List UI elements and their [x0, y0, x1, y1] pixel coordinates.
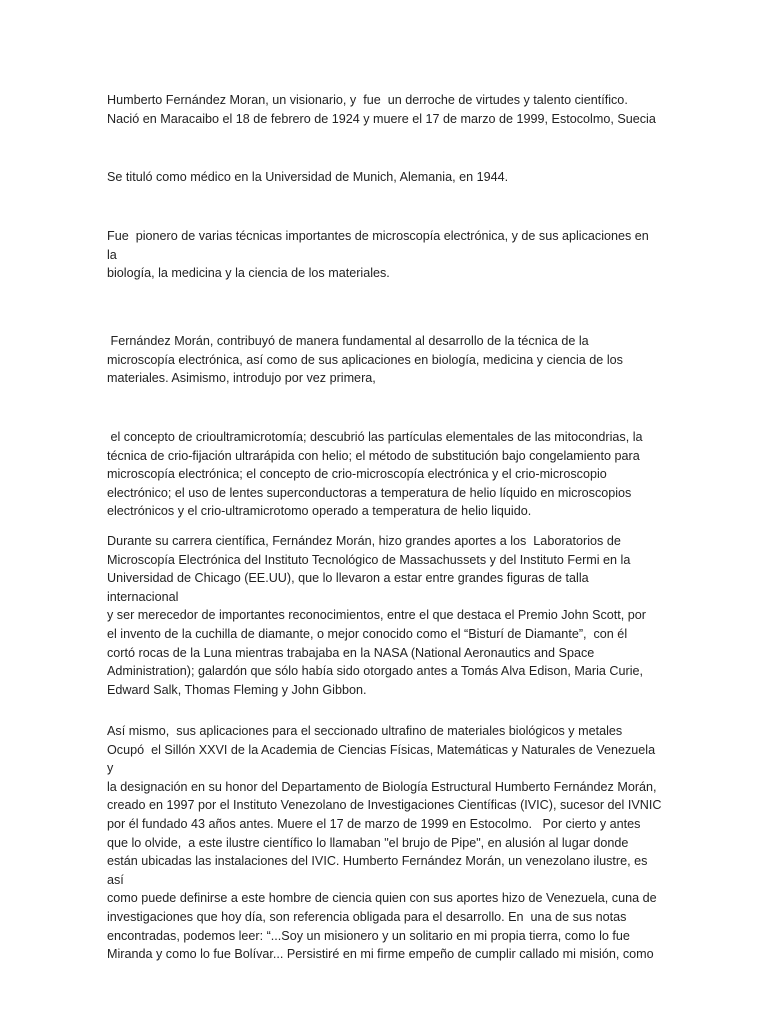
paragraph-career: Durante su carrera científica, Fernández Morán, hizo grandes aportes a los Laboratorios de Microscopía Electrónica del Instituto Tecnológico de Massachussets y del Instituto Fermi en la Universidad de Chicago (EE.UU), que lo llevaron a estar entre grandes figuras de talla internacional y ser merecedor de importantes reconocimientos, entre el que destaca el Premio John Scott, por el invento de la cuchilla de diamante, o mejor conocido como el “Bisturí de Diamante”, con él cortó rocas de la Luna mientras trabajaba en la NASA (National Aeronautics and Space Administration); galardón que sólo había sido otorgado antes a Tomás Alva Edison, Maria Curie, Edward Salk, Thomas Fleming y John Gibbon. [107, 534, 647, 697]
paragraph-contribution: Fernández Morán, contribuyó de manera fundamental al desarrollo de la técnica de la microscopía electrónica, así como de sus aplicaciones en biología, medicina y ciencia de los materiales. Asimismo, introdujo por vez primera, [107, 334, 623, 386]
paragraph-legacy: Así mismo, sus aplicaciones para el seccionado ultrafino de materiales biológicos y metales Ocupó el Sillón XXVI de la Academia de Ciencias Físicas, Matemáticas y Naturales de Venezuela y la designación en su honor del Departamento de Biología Estructural Humberto Fernández Morán, creado en 1997 por el Instituto Venezolano de Investigaciones Científicas (IVIC), sucesor del IVNIC por él fundado 43 años antes. Muere el 17 de marzo de 1999 en Estocolmo. Por cierto y antes que lo olvide, a este ilustre científico lo llamaban "el brujo de Pipe", en alusión al lugar donde están ubicadas las instalaciones del IVIC. Humberto Fernández Morán, un venezolano ilustre, es así como puede definirse a este hombre de ciencia quien con sus aportes hizo de Venezuela, cuna de investigaciones que hoy día, son referencia obligada para el desarrollo. En una de sus notas encontradas, podemos leer: “...Soy un misionero y un solitario en mi propia tierra, como lo fue Miranda y como lo fue Bolívar... Persistiré en mi firme empeño de cumplir callado mi misión, como [107, 724, 662, 962]
paragraph-degree: Se tituló como médico en la Universidad de Munich, Alemania, en 1944. [107, 170, 509, 184]
paragraph-cryo-techniques: el concepto de crioultramicrotomía; descubrió las partículas elementales de las mitocondrias, la técnica de crio-fijación ultrarápida con helio; el método de substitución bajo congelamiento para microscopía electrónica; el concepto de crio-microscopía electrónica y el crio-microscopio electrónico; el uso de lentes superconductoras a temperatura de helio líquido en microscopios electrónicos y el crio-ultramicrotomo operado a temperatura de helio liquido. [107, 430, 643, 519]
paragraph-pioneer: Fue pionero de varias técnicas importantes de microscopía electrónica, y de sus aplicaciones en la biología, la medicina y la ciencia de los materiales. [107, 229, 649, 281]
paragraph-birth: Humberto Fernández Moran, un visionario, y fue un derroche de virtudes y talento científico. Nació en Maracaibo el 18 de febrero de 1924 y muere el 17 de marzo de 1999, Estocolmo, Suecia [107, 93, 656, 126]
